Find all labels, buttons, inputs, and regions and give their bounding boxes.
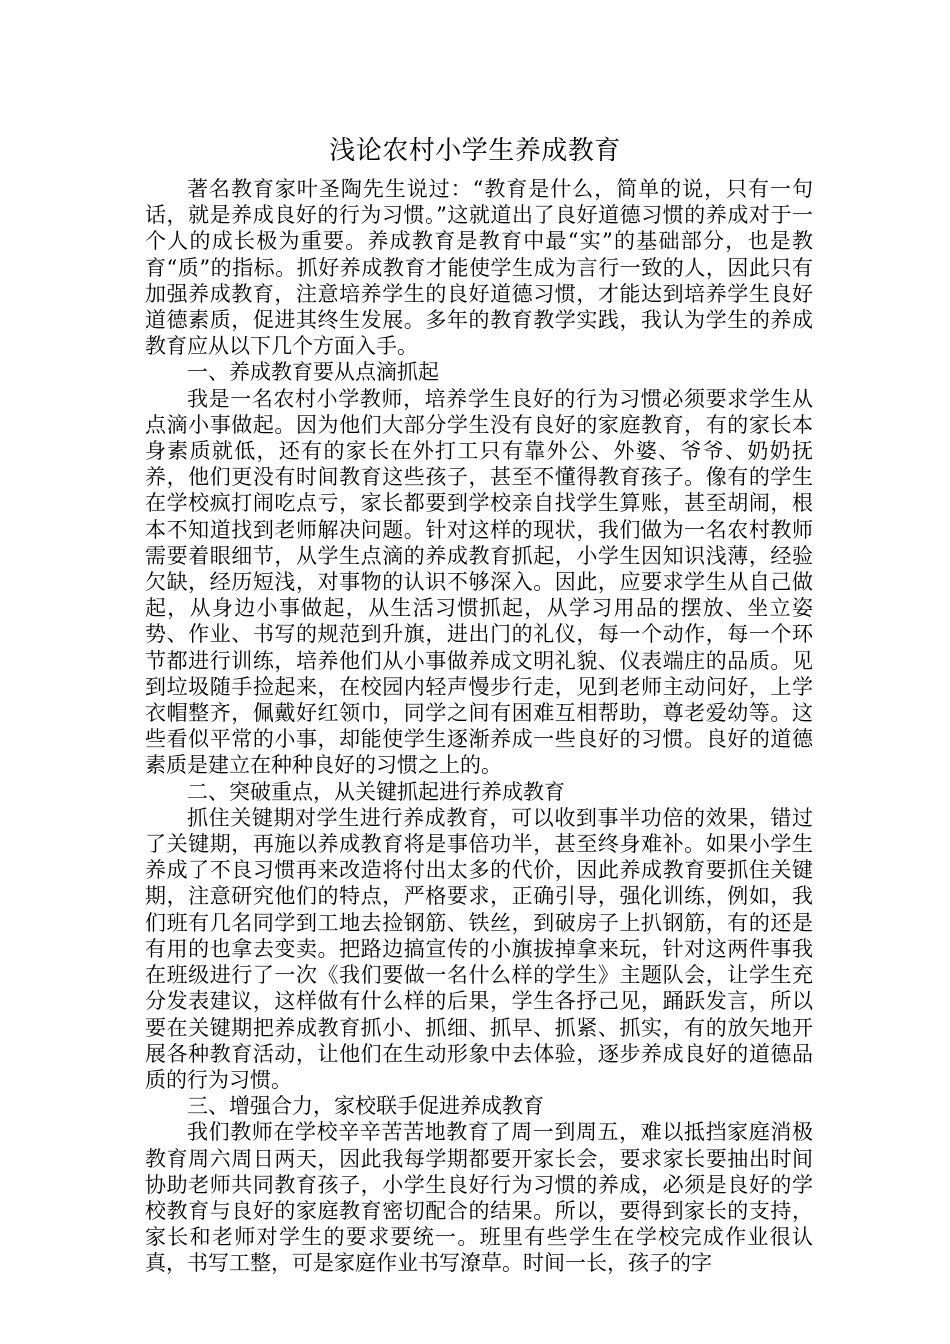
section-body-2: 抓住关键期对学生进行养成教育，可以收到事半功倍的效果，错过了关键期，再施以养成教育将是事倍功半，甚至终身难补。如果小学生养成了不良习惯再来改造将付出太多的代价，因此养成教育要抓住关键期，注意研究他们的特点，严格要求，正确引导，强化训练，例如，我们班有几名同学到工地去捡钢筋、铁丝，到破房子上扒钢筋，有的还是有用的也拿去变卖。把路边搞宣传的小旗拔掉拿来玩，针对这两件事我在班级进行了一次《我们要做一名什么样的学生》主题队会，让学生充分发表建议，这样做有什么样的后果，学生各抒己见，踊跃发言，所以要在关键期把养成教育抓小、抓细、抓早、抓紧、抓实，有的放矢地开展各种教育活动，让他们在生动形象中去体验，逐步养成良好的道德品质的行为习惯。 [145, 805, 813, 1092]
section-heading-1: 一、养成教育要从点滴抓起 [187, 360, 439, 385]
section-body-1: 我是一名农村小学教师，培养学生良好的行为习惯必须要求学生从点滴小事做起。因为他们大部分学生没有良好的家庭教育，有的家长本身素质就低，还有的家长在外打工只有靠外公、外婆、爷爷、奶奶抚养，他们更没有时间教育这些孩子，甚至不懂得教育孩子。像有的学生在学校疯打闹吃点亏，家长都要到学校亲自找学生算账，甚至胡闹，根本不知道找到老师解决问题。针对这样的现状，我们做为一名农村教师需要着眼细节，从学生点滴的养成教育抓起，小学生因知识浅薄，经验欠缺，经历短浅，对事物的认识不够深入。因此，应要求学生从自己做起，从身边小事做起，从生活习惯抓起，从学习用品的摆放、坐立姿势、作业、书写的规范到升旗，进出门的礼仪，每一个动作，每一个环节都进行训练，培养他们从小事做养成文明礼貌、仪表端庄的品质。见到垃圾随手捡起来，在校园内轻声慢步行走，见到老师主动问好，上学衣帽整齐，佩戴好红领巾，同学之间有困难互相帮助，尊老爱幼等。这些看似平常的小事，却能使学生逐渐养成一些良好的习惯。良好的道德素质是建立在种种良好的习惯之上的。 [145, 386, 813, 778]
section-heading-2: 二、突破重点，从关键抓起进行养成教育 [187, 779, 565, 804]
section-heading-3: 三、增强合力，家校联手促进养成教育 [187, 1094, 544, 1119]
document-body [145, 176, 813, 1277]
section-body-3: 我们教师在学校辛辛苦苦地教育了周一到周五，难以抵挡家庭消极教育周六周日两天，因此我每学期都要开家长会，要求家长要抽出时间协助老师共同教育孩子，小学生良好行为习惯的养成，必须是良好的学校教育与良好的家庭教育密切配合的结果。所以，要得到家长的支持，家长和老师对学生的要求要统一。班里有些学生在学校完成作业很认真，书写工整，可是家庭作业书写潦草。时间一长，孩子的字 [145, 1120, 813, 1276]
document-title: 浅论农村小学生养成教育 [329, 136, 621, 166]
intro-paragraph: 著名教育家叶圣陶先生说过：“教育是什么，简单的说，只有一句话，就是养成良好的行为习惯。”这就道出了良好道德习惯的养成对于一个人的成长极为重要。养成教育是教育中最“实”的基础部分，也是教育“质”的指标。抓好养成教育才能使学生成为言行一致的人，因此只有加强养成教育，注意培养学生的良好道德习惯，才能达到培养学生良好道德素质，促进其终生发展。多年的教育教学实践，我认为学生的养成教育应从以下几个方面入手。 [145, 177, 813, 359]
